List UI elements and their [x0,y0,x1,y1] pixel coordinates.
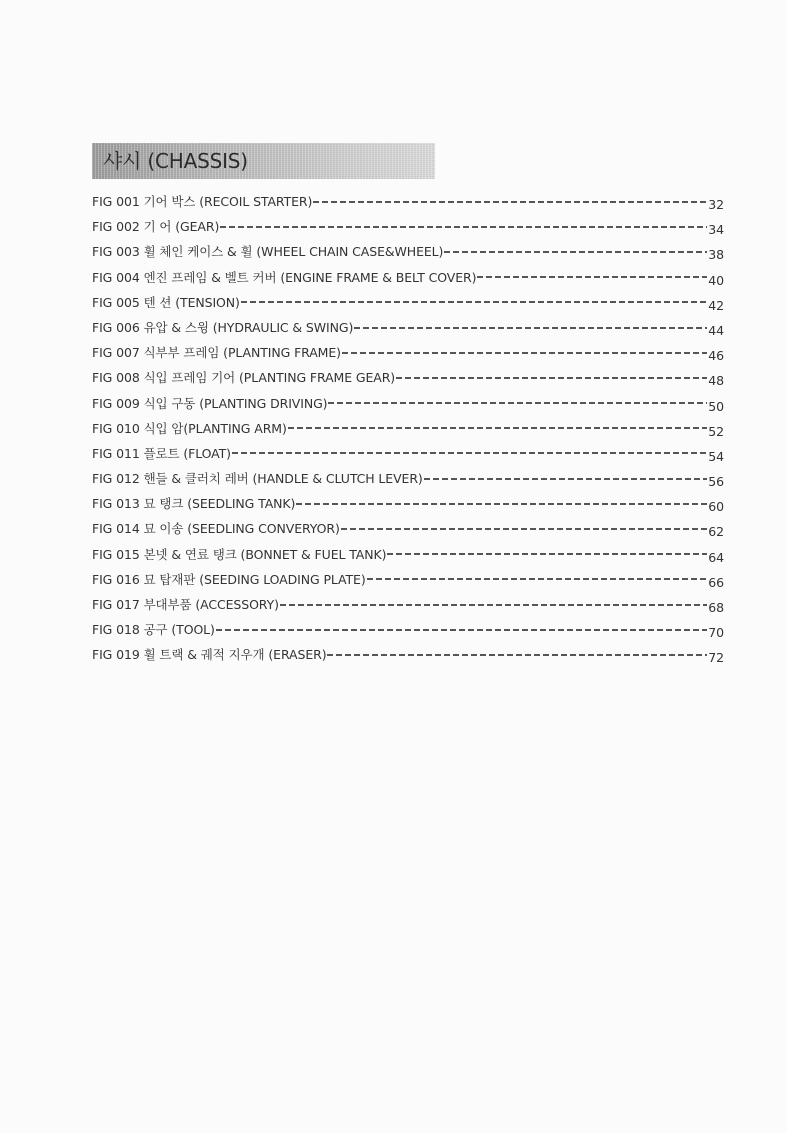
toc-entry [92,646,724,671]
toc-dot-leader [444,251,707,253]
toc-entry [92,495,724,520]
toc-dot-leader [296,503,707,505]
toc-dot-leader [280,604,707,606]
toc-dot-leader [477,276,707,278]
toc-entry [92,193,724,218]
toc-entry-label: FIG 012 핸들 & 클러치 레버 (HANDLE & CLUTCH LEVER) [92,471,423,487]
toc-dot-leader [232,452,707,454]
toc-entry-page: 68 [708,600,724,615]
toc-dot-leader [313,201,707,203]
toc-entry-page: 64 [708,549,724,565]
toc-entry-page: 46 [708,348,724,364]
toc-dot-leader [396,377,707,379]
toc-entry-label: FIG 008 식입 프레임 기어 (PLANTING FRAME GEAR) [92,370,396,386]
toc-entry-label: FIG 011 플로트 (FLOAT) [92,445,231,461]
toc-entry-label: FIG 017 부대부품 (ACCESSORY) [92,597,279,612]
toc-entry-label: FIG 004 엔진 프레임 & 벨트 커버 (ENGINE FRAME & BELT COVER) [92,269,477,285]
section-title: 샤시 (CHASSIS) [103,149,248,173]
toc-entry [92,571,724,596]
table-of-contents [92,193,724,672]
section-header-band [92,143,435,179]
toc-entry-label: FIG 015 본넷 & 연료 탱크 (BONNET & FUEL TANK) [92,546,387,562]
toc-entry-label: FIG 003 휠 체인 케이스 & 휠 (WHEEL CHAIN CASE&WHEEL) [92,244,444,260]
toc-entry-label: FIG 007 식부부 프레임 (PLANTING FRAME) [92,345,341,361]
toc-entry-page: 52 [708,423,724,439]
toc-dot-leader [216,629,707,631]
toc-entry-label: FIG 019 휠 트랙 & 궤적 지우개 (ERASER) [92,647,327,663]
toc-dot-leader [241,301,707,303]
toc-entry [92,294,724,319]
toc-entry-page: 72 [708,650,724,666]
toc-entry-page: 38 [708,247,724,263]
toc-dot-leader [288,427,708,429]
toc-entry [92,546,724,571]
toc-entry [92,344,724,369]
toc-dot-leader [342,352,707,354]
toc-dot-leader [367,578,708,580]
toc-entry-label: FIG 006 유압 & 스윙 (HYDRAULIC & SWING) [92,319,354,335]
toc-entry [92,218,724,243]
toc-entry-label: FIG 010 식입 암(PLANTING ARM) [92,420,287,436]
toc-entry [92,243,724,268]
toc-entry-label: FIG 018 공구 (TOOL) [92,622,215,638]
toc-entry-page: 70 [708,625,724,641]
toc-entry-label: FIG 009 식입 구동 (PLANTING DRIVING) [92,395,328,411]
toc-entry-page: 48 [708,373,724,389]
toc-dot-leader [387,553,707,555]
toc-dot-leader [424,478,708,480]
toc-entry [92,470,724,495]
toc-entry [92,395,724,420]
toc-entry-page: 56 [708,474,724,490]
toc-entry-page: 34 [708,222,724,238]
toc-dot-leader [220,226,707,228]
toc-entry [92,520,724,545]
toc-entry-label: FIG 016 묘 탑재판 (SEEDING LOADING PLATE) [92,571,366,587]
toc-dot-leader [341,528,708,530]
toc-entry [92,596,724,621]
toc-entry [92,445,724,470]
toc-entry-page: 40 [708,272,724,288]
toc-entry-label: FIG 014 묘 이송 (SEEDLING CONVERYOR) [92,521,340,537]
toc-entry-page: 66 [708,574,724,590]
toc-entry-page: 60 [708,499,724,515]
toc-entry-label: FIG 005 텐 션 (TENSION) [92,294,240,310]
toc-dot-leader [327,654,707,656]
toc-entry-page: 42 [708,297,724,313]
toc-entry-page: 44 [708,322,724,338]
toc-entry [92,319,724,344]
toc-entry-page: 32 [708,197,724,212]
toc-dot-leader [354,327,707,329]
toc-entry [92,420,724,445]
toc-entry [92,369,724,394]
toc-entry-label: FIG 013 묘 탱크 (SEEDLING TANK) [92,496,296,512]
toc-entry-page: 50 [708,398,724,414]
toc-entry-page: 54 [708,448,724,464]
toc-dot-leader [328,402,707,404]
toc-entry-label: FIG 002 기 어 (GEAR) [92,219,220,235]
toc-entry [92,621,724,646]
toc-entry-label: FIG 001 기어 박스 (RECOIL STARTER) [92,194,313,209]
toc-entry [92,269,724,294]
toc-entry-page: 62 [708,524,724,540]
